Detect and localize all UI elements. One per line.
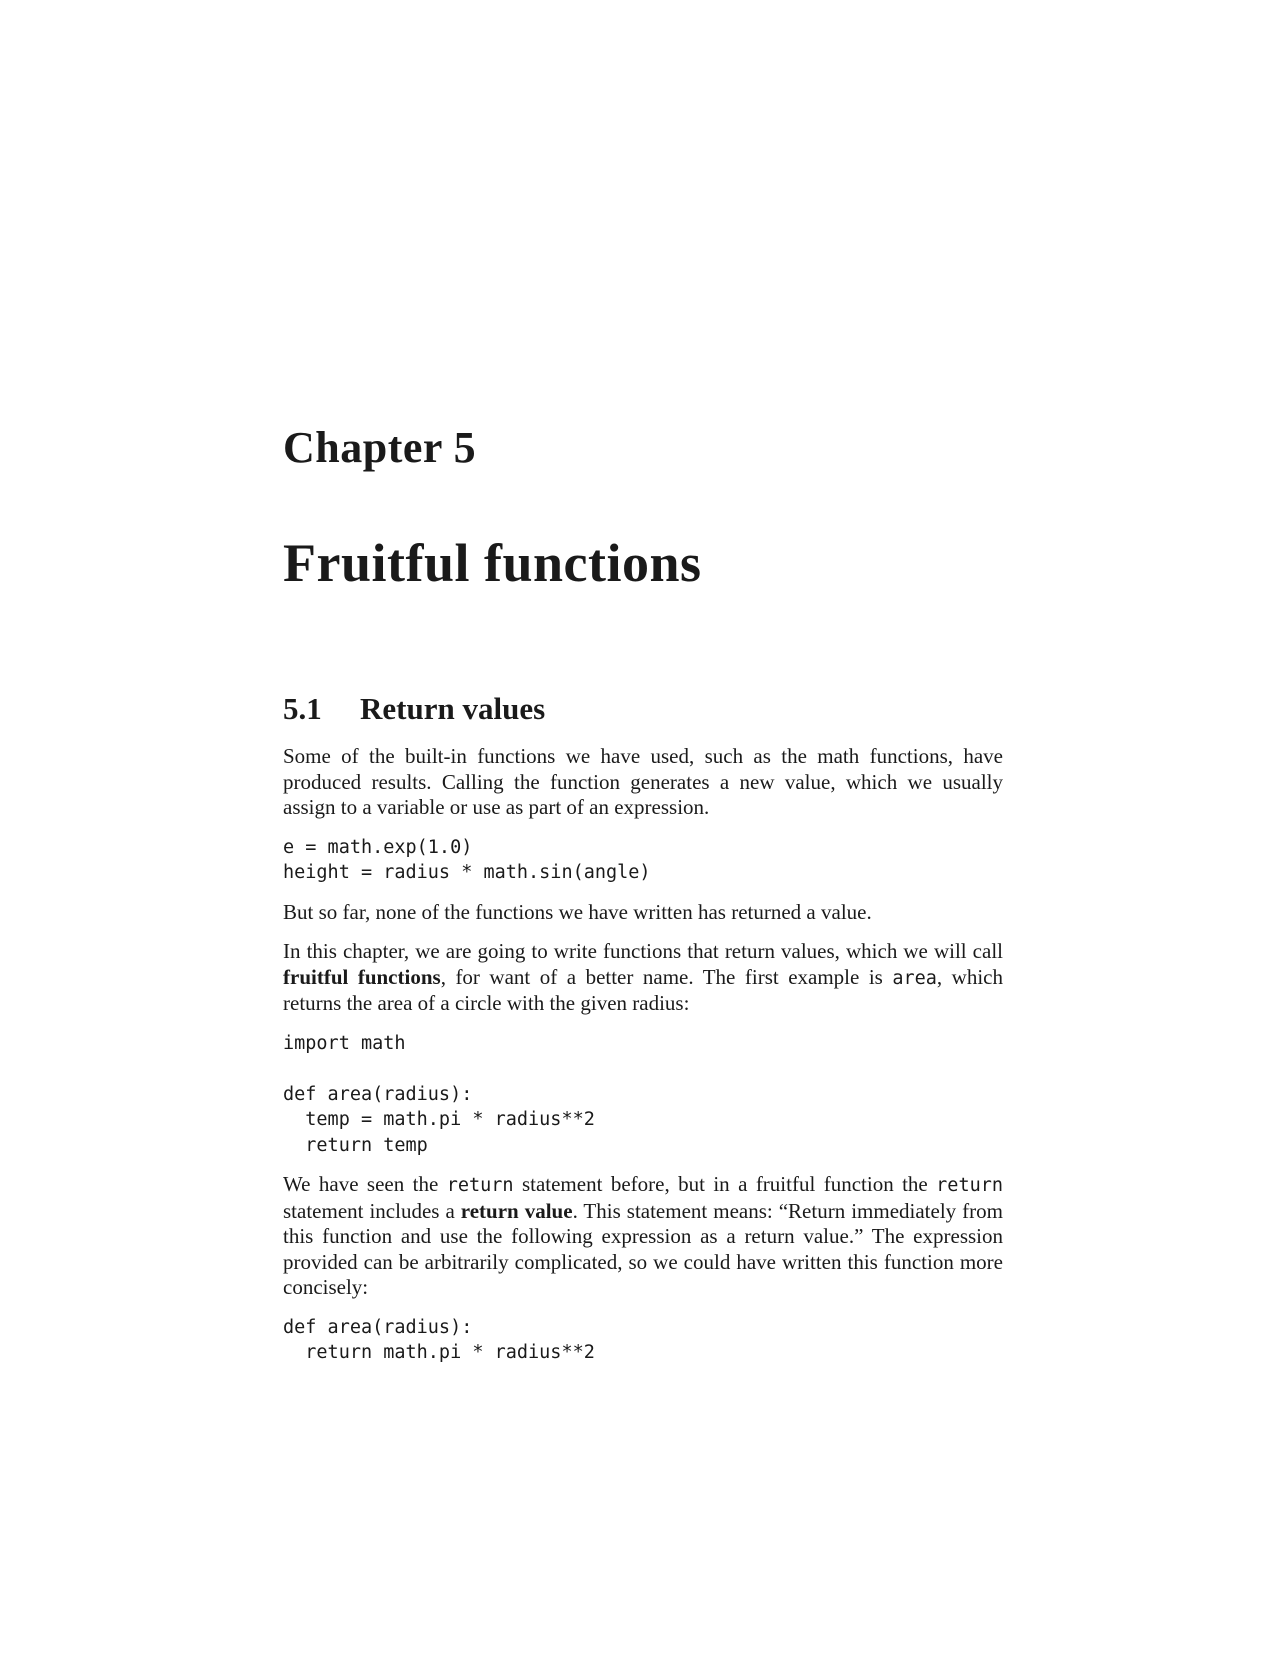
text-run: statement includes a (283, 1198, 461, 1223)
section-number: 5.1 (283, 691, 322, 726)
text-run: , which returns the area of a circle with the given radius: (283, 964, 1003, 1015)
text-run: . This statement means: “Return immediately from this function and use the following expression as a return value.” The expression provided can be arbitrarily complicated, so we could have written this function more concisely: (283, 1198, 1003, 1299)
chapter-title: Fruitful functions (283, 533, 702, 593)
text-run: We have seen the (283, 1172, 447, 1196)
paragraph: Some of the built-in functions we have used, such as the math functions, have produced results. Calling the function generates a new value, which we usually assign to a variable or use as part of an expression. (283, 744, 1003, 819)
code-block: def area(radius): return math.pi * radius**2 (283, 1316, 595, 1363)
text-run: statement before, but in a fruitful function the (513, 1172, 937, 1196)
inline-code: return (936, 1175, 1003, 1196)
paragraph: But so far, none of the functions we have written has returned a value. (283, 899, 872, 924)
code-block: e = math.exp(1.0) height = radius * math.sin(angle) (283, 836, 651, 883)
text-run: In this chapter, we are going to write functions that return values, which we will call (283, 939, 1003, 963)
section-body (283, 744, 1003, 1380)
section-title: Return values (360, 691, 546, 726)
inline-code: return (446, 1175, 514, 1196)
code-block: import math def area(radius): temp = math.pi * radius**2 return temp (283, 1032, 595, 1156)
bold-term: return value (460, 1198, 573, 1223)
bold-term: fruitful functions (283, 964, 441, 989)
text-run: , for want of a better name. The first example is (440, 964, 893, 989)
inline-code: area (892, 967, 937, 989)
paragraph (283, 1172, 1003, 1301)
chapter-label: Chapter 5 (283, 423, 477, 472)
paragraph (283, 939, 1003, 1017)
section-heading (283, 693, 545, 724)
